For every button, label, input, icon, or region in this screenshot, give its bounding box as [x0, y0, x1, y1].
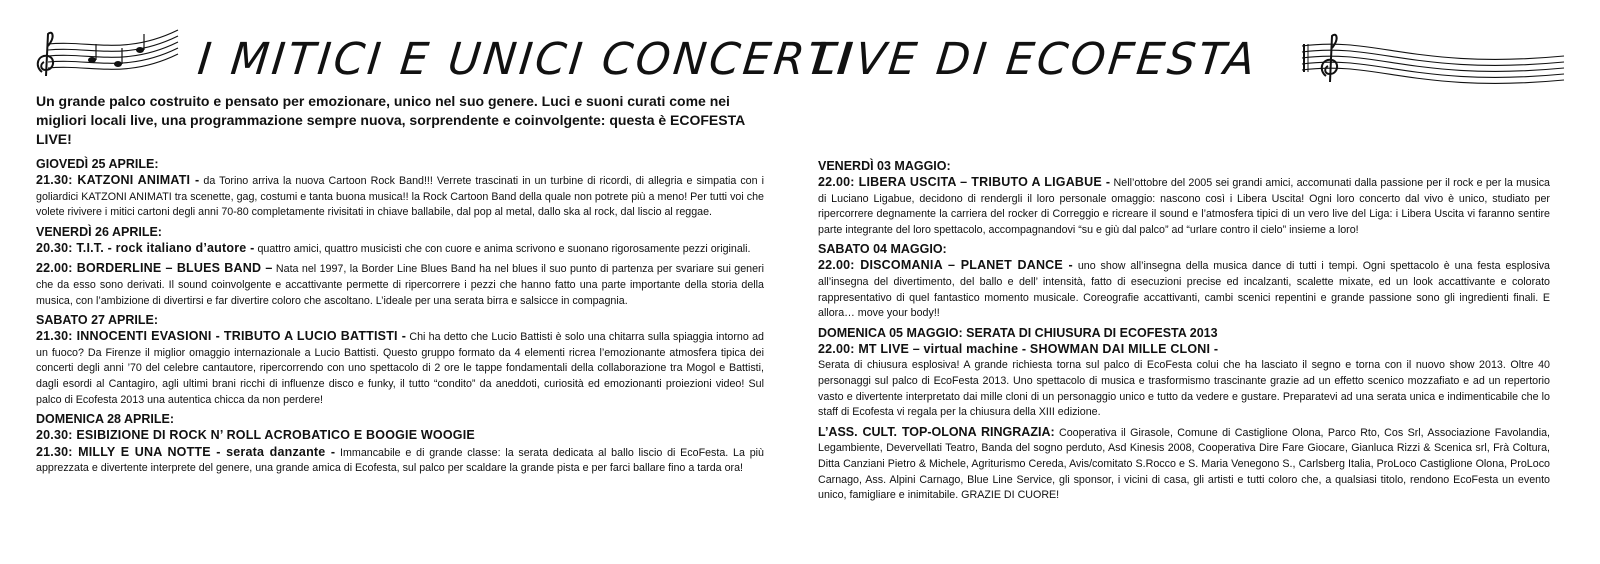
event-title: 20.30: T.I.T. - rock italiano d’autore - [36, 240, 255, 255]
day-heading: DOMENICA 28 APRILE: [36, 412, 174, 427]
event-description: Serata di chiusura esplosiva! A grande richiesta torna sul palco di EcoFesta colui che ha lasciato il segno e torna con il nuovo show 2013. Oltre 40 personaggi sul palco di EcoFesta 2013. Uno spettacolo di musica e trasformismo trascinante grazie ad un effetto scenico mozzafiato e ad un repertorio vasto e divertente interpretato dai mille cloni di un personaggio unico e tutto da vedere e gustare. Preparatevi ad una serata unica e indimenticabile che lo staff di Ecofesta vi regala per la chiusura della XIII edizione. [818, 359, 1550, 419]
event-title: 21.30: MILLY E UNA NOTTE - serata danzante - [36, 444, 336, 459]
event-entry [818, 358, 1550, 420]
intro-paragraph: Un grande palco costruito e pensato per emozionare, unico nel suo genere. Luci e suoni curati come nei migliori locali live, una programmazione sempre nuova, sorprendente e coinvolgente: questa è ECOFESTA LIVE! [36, 93, 745, 147]
event-entry [36, 261, 764, 309]
title-right: LIVE DI ECOFESTA [809, 34, 1261, 85]
event-description: Chi ha detto che Lucio Battisti è solo una chitarra sulla spiaggia intorno ad un fuoco? Da Firenze il miglior omaggio internazionale a Lucio Battisti. Questo gruppo formato da 4 elementi ricrea l’emozionante atmosfera tipica dei concerti degli anni ’70 del celebre cantautore, ripercorrendo con uno spettacolo di 2 ore le tappe fondamentali della collaborazione tra Mogol e Battisti, dagli esordi al Cantagiro, agli ultimi brani ricchi di influenze disco e funky, il tutto “condito” da aneddoti, curiosità ed emozionanti proiezioni video! Sul palco di Ecofesta 2013 una autentica chicca da non perdere! [36, 331, 764, 406]
day-heading: SABATO 27 APRILE: [36, 313, 159, 328]
day-heading: VENERDÌ 26 APRILE: [36, 224, 162, 239]
event-entry [36, 445, 764, 477]
event-entry [36, 173, 764, 221]
day-heading: DOMENICA 05 MAGGIO: SERATA DI CHIUSURA DI ECOFESTA 2013 [818, 325, 1218, 340]
day-heading: VENERDÌ 03 MAGGIO: [818, 159, 951, 173]
event-description: Immancabile e di grande classe: la serata dedicata al ballo liscio di EcoFesta. La più apprezzata e divertente interprete del genere, una grande amica di Ecofesta, sul palco per scaldare la grande pista e per farci ballare fino a tarda ora! [36, 446, 764, 475]
day-heading: GIOVEDÌ 25 APRILE: [36, 157, 159, 171]
event-title: 22.00: LIBERA USCITA – TRIBUTO A LIGABUE - [818, 175, 1111, 189]
event-description: da Torino arriva la nuova Cartoon Rock Band!!! Verrete trascinati in un turbine di ricordi, di allegria e simpatia con i goliardici KATZONI ANIMATI tra scenette, gag, costumi e tanta buona musica!! la Rock Cartoon Band della quale non potrete più a meno! Per tutti voi che volete rivivere i mitici cartoni degli anni 70-80 completamente rivisitati in chiave ballabile, dal pop al metal, dallo ska al rock, dal liscio al reggae. [36, 175, 764, 219]
event-description: uno show all’insegna della musica dance di tutti i tempi. Ogni spettacolo è una festa esplosiva all’insegna del divertimento, del ballo e dell’ intensità, fatto di esecuzioni precise ed incalzanti, scalette mixate, ed un look accattivante e colorato rappresentativo di quel fantastico momento musicale. Coreografie accattivanti, cambi scenici repentini e grande passione sono gli ingredienti finali. E allora… move your body!! [818, 260, 1550, 320]
treble-clef-staff-right-icon [1296, 26, 1568, 86]
thanks-title: L’ASS. CULT. TOP-OLONA RINGRAZIA: [818, 424, 1055, 439]
event-title: 22.00: DISCOMANIA – PLANET DANCE - [818, 258, 1073, 273]
right-column [818, 156, 1550, 508]
title-left: I MITICI E UNICI CONCERTI [195, 34, 856, 85]
event-entry [818, 342, 1550, 359]
event-title: 20.30: ESIBIZIONE DI ROCK N’ ROLL ACROBATICO E BOOGIE WOOGIE [36, 428, 475, 443]
event-description: quattro amici, quattro musicisti che con cuore e anima scrivono e suonano rigorosamente pezzi originali. [254, 242, 751, 255]
event-description: Nata nel 1997, la Border Line Blues Band ha nel blues il suo punto di partenza per svariare sui generi che da esso sono derivati. Il sound coinvolgente e accattivante permette di ripercorrere i pezzi che hanno fatto una parte importante della storia della musica, con l’ambizione di divertirsi e far divertire coloro che ascoltano. L’ideale per una serata birra e salsicce in compagnia. [36, 263, 764, 307]
event-description: Nell’ottobre del 2005 sei grandi amici, accomunati dalla passione per il rock e per la musica di Luciano Ligabue, decidono di rendergli il loro personale omaggio: nascono così i Libera Uscita! Ogni loro concerto dal vivo è unico, studiato per ripercorrere degnamente la carriera del rocker di Correggio e ricreare il sound e l’atmosfera tipici di un vero live del Liga: i Libera Uscita vi faranno sentire parte integrante del loro spettacolo, accompagnandovi “su e giù dal palco” ad “urlare contro il cielo” insieme a loro! [818, 177, 1550, 236]
event-entry [36, 241, 764, 258]
event-title: 21.30: KATZONI ANIMATI - [36, 173, 200, 187]
day-heading: SABATO 04 MAGGIO: [818, 242, 947, 257]
treble-clef-staff-left-icon [30, 26, 180, 82]
event-entry [36, 329, 764, 408]
left-column [36, 92, 764, 481]
thanks-paragraph [818, 425, 1550, 504]
thanks-text: Cooperativa il Girasole, Comune di Castiglione Olona, Parco Rto, Cos Srl, Associazione Favolandia, Legambiente, Devervellati Teatro, Banda del sogno perduto, Asd Kinesis 2008, Cooperativa Dire Fare Giocare, Gianluca Rizzi & Scenica srl, Frà Coltura, Ditta Canziani Pietro & Michele, Agriturismo Cereda, Avis/comitato S.Rocco e S. Maria Venegono S., Carlsberg Italia, ProLoco Castiglione Olona, ProLoco Carnago, Ass. Alpini Carnago, Blue Line Service, gli sponsor, i vicini di casa, gli artisti e tutti coloro che, a qualsiasi titolo, rendono EcoFesta un evento unico, famigliare e inimitabile. GRAZIE DI CUORE! [818, 426, 1550, 502]
event-title: 21.30: INNOCENTI EVASIONI - TRIBUTO A LUCIO BATTISTI - [36, 329, 407, 344]
event-entry [818, 258, 1550, 321]
event-entry [818, 175, 1550, 238]
title-bar [30, 26, 1570, 86]
event-title: 22.00: MT LIVE – virtual machine - SHOWMAN DAI MILLE CLONI - [818, 341, 1219, 356]
event-entry [36, 428, 764, 445]
event-title: 22.00: BORDERLINE – BLUES BAND – [36, 261, 273, 276]
